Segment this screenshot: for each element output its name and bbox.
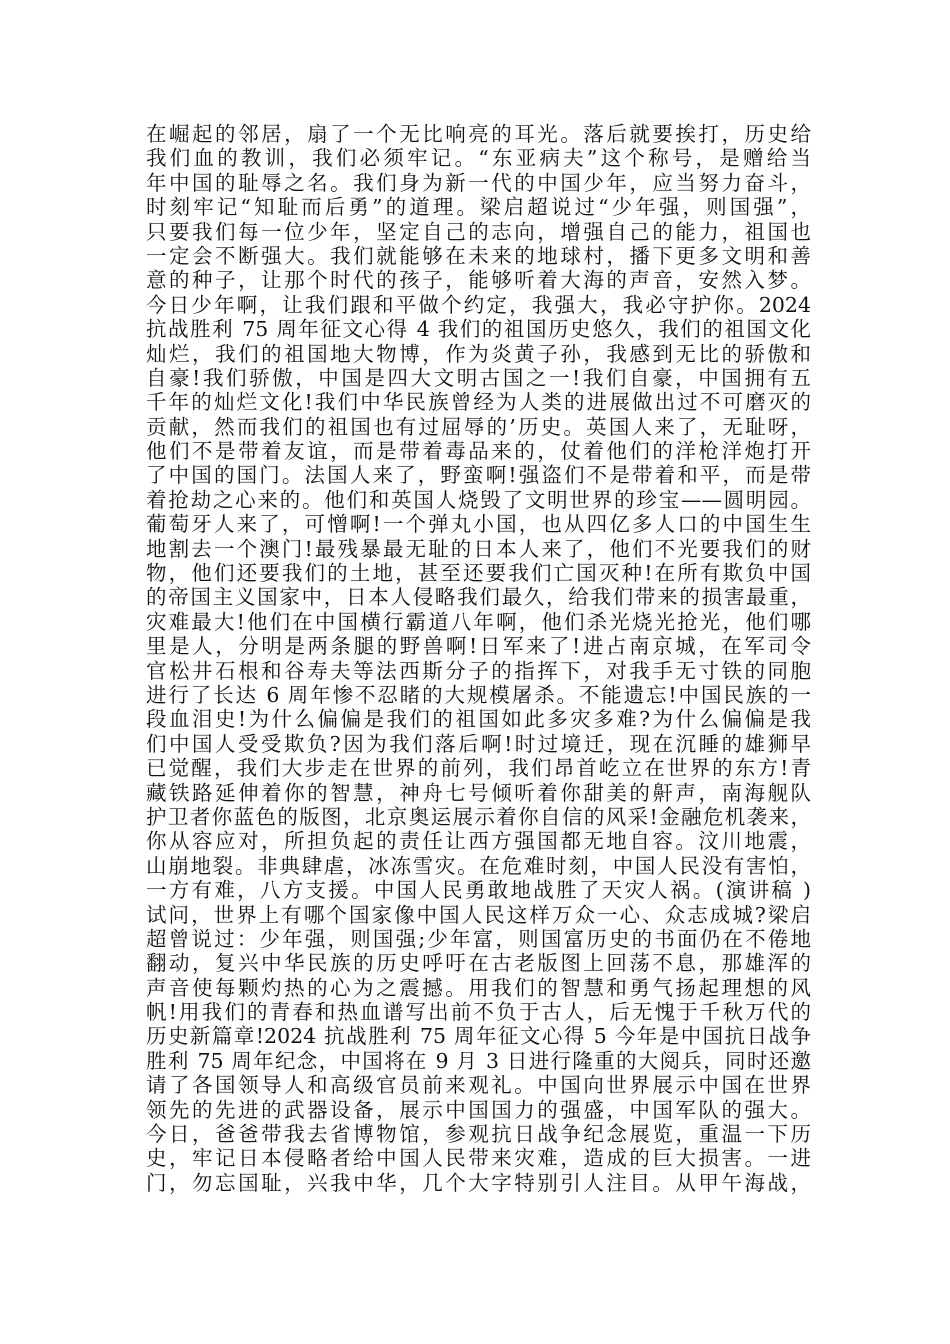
text-line: 物，他们还要我们的土地，甚至还要我们亡国灭种!在所有欺负中国: [146, 561, 811, 586]
text-line: 着抢劫之心来的。他们和英国人烧毁了文明世界的珍宝——圆明园。: [146, 487, 811, 512]
text-line: 一方有难，八方支援。中国人民勇敢地战胜了天灾人祸。(演讲稿 ): [146, 878, 811, 903]
text-line: 胜利 75 周年纪念，中国将在 9 月 3 日进行隆重的大阅兵，同时还邀: [146, 1048, 811, 1073]
text-line: 意的种子，让那个时代的孩子，能够听着大海的声音，安然入梦。: [146, 268, 811, 293]
text-line: 历史新篇章!2024 抗战胜利 75 周年征文心得 5 今年是中国抗日战争: [146, 1024, 811, 1049]
document-body: [146, 122, 811, 1195]
text-line: 灿烂，我们的祖国地大物博，作为炎黄子孙，我感到无比的骄傲和: [146, 341, 811, 366]
text-line: 试问，世界上有哪个国家像中国人民这样万众一心、众志成城?梁启: [146, 902, 811, 927]
text-line: 史，牢记日本侵略者给中国人民带来灾难，造成的巨大损害。一进: [146, 1146, 811, 1171]
text-line: 里是人，分明是两条腿的野兽啊!日军来了!进占南京城，在军司令: [146, 634, 811, 659]
text-line: 抗战胜利 75 周年征文心得 4 我们的祖国历史悠久，我们的祖国文化: [146, 317, 811, 342]
text-line: 地割去一个澳门!最残暴最无耻的日本人来了，他们不光要我们的财: [146, 536, 811, 561]
text-line: 的帝国主义国家中，日本人侵略我们最久，给我们带来的损害最重，: [146, 585, 811, 610]
text-line: 年中国的耻辱之名。我们身为新一代的中国少年，应当努力奋斗，: [146, 170, 811, 195]
text-line: 他们不是带着友谊，而是带着毒品来的，仗着他们的洋枪洋炮打开: [146, 439, 811, 464]
text-line: 官松井石根和谷寿夫等法西斯分子的指挥下，对我手无寸铁的同胞: [146, 658, 811, 683]
text-line: 贡献，然而我们的祖国也有过屈辱的’历史。英国人来了，无耻呀，: [146, 414, 811, 439]
text-line: 超曾说过：少年强，则国强;少年富，则国富历史的书面仍在不倦地: [146, 926, 811, 951]
text-line: 葡萄牙人来了，可憎啊!一个弹丸小国，也从四亿多人口的中国生生: [146, 512, 811, 537]
text-line: 一定会不断强大。我们就能够在未来的地球村，播下更多文明和善: [146, 243, 811, 268]
text-line: 段血泪史!为什么偏偏是我们的祖国如此多灾多难?为什么偏偏是我: [146, 707, 811, 732]
text-line: 今日，爸爸带我去省博物馆，参观抗日战争纪念展览，重温一下历: [146, 1122, 811, 1147]
text-line: 声音使每颗灼热的心为之震撼。用我们的智慧和勇气扬起理想的风: [146, 975, 811, 1000]
text-line: 时刻牢记“知耻而后勇”的道理。梁启超说过“少年强，则国强”，: [146, 195, 811, 220]
text-line: 领先的先进的武器设备，展示中国国力的强盛，中国军队的强大。: [146, 1097, 811, 1122]
text-line: 翻动，复兴中华民族的历史呼吁在古老版图上回荡不息，那雄浑的: [146, 951, 811, 976]
text-line: 灾难最大!他们在中国横行霸道八年啊，他们杀光烧光抢光，他们哪: [146, 609, 811, 634]
text-line: 请了各国领导人和高级官员前来观礼。中国向世界展示中国在世界: [146, 1073, 811, 1098]
text-line: 只要我们每一位少年，坚定自己的志向，增强自己的能力，祖国也: [146, 219, 811, 244]
text-line: 自豪!我们骄傲，中国是四大文明古国之一!我们自豪，中国拥有五: [146, 365, 811, 390]
text-line: 了中国的国门。法国人来了，野蛮啊!强盗们不是带着和平，而是带: [146, 463, 811, 488]
text-line: 已觉醒，我们大步走在世界的前列，我们昂首屹立在世界的东方!青: [146, 756, 811, 781]
text-line: 帆!用我们的青春和热血谱写出前不负于古人，后无愧于千秋万代的: [146, 1000, 811, 1025]
text-line: 们中国人受受欺负?因为我们落后啊!时过境迁，现在沉睡的雄狮早: [146, 731, 811, 756]
text-line: 在崛起的邻居，扇了一个无比响亮的耳光。落后就要挨打，历史给: [146, 122, 811, 146]
text-line: 我们血的教训，我们必须牢记。“东亚病夫”这个称号，是赠给当: [146, 146, 811, 171]
text-line: 门，勿忘国耻，兴我中华，几个大字特别引人注目。从甲午海战，: [146, 1170, 811, 1195]
text-line: 藏铁路延伸着你的智慧，神舟七号倾听着你甜美的鼾声，南海舰队: [146, 780, 811, 805]
text-line: 千年的灿烂文化!我们中华民族曾经为人类的进展做出过不可磨灭的: [146, 390, 811, 415]
text-line: 护卫者你蓝色的版图，北京奥运展示着你自信的风采!金融危机袭来，: [146, 804, 811, 829]
text-line: 今日少年啊，让我们跟和平做个约定，我强大，我必守护你。2024: [146, 292, 811, 317]
text-line: 进行了长达 6 周年惨不忍睹的大规模屠杀。不能遗忘!中国民族的一: [146, 682, 811, 707]
text-line: 你从容应对，所担负起的责任让西方强国都无地自容。汶川地震，: [146, 829, 811, 854]
text-line: 山崩地裂。非典肆虐，冰冻雪灾。在危难时刻，中国人民没有害怕，: [146, 853, 811, 878]
